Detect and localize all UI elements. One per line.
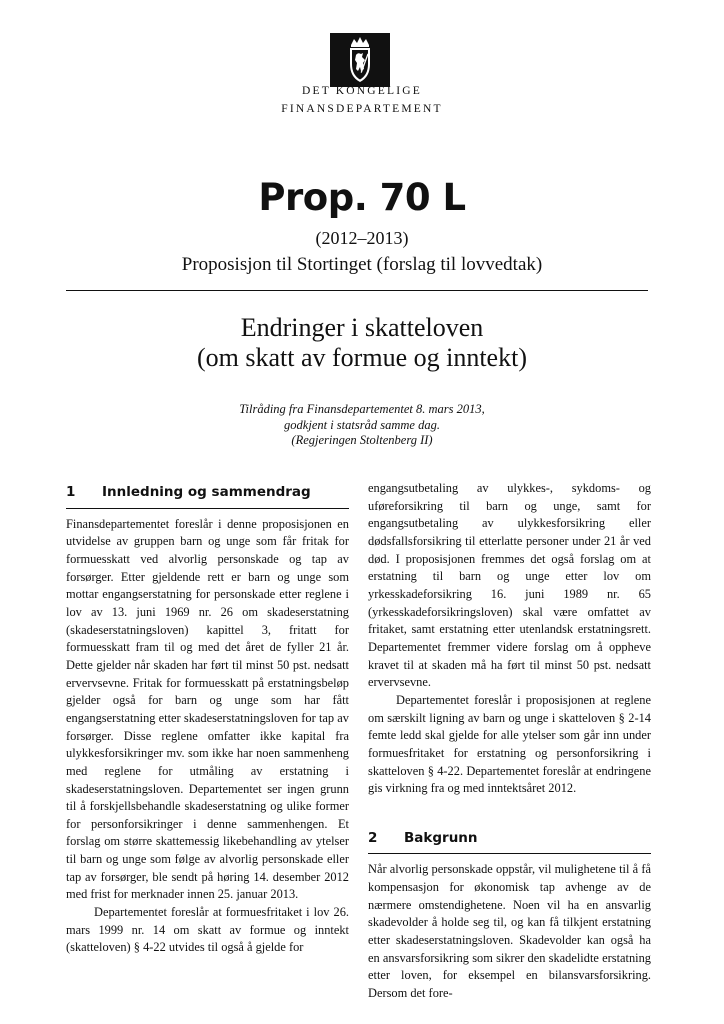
section-2-heading [368, 830, 651, 855]
title-divider [66, 290, 648, 291]
section-1-title: Innledning og sammendrag [102, 484, 311, 500]
document-title [0, 313, 724, 373]
proposition-number: Prop. 70 L [258, 176, 466, 219]
section-2-number: 2 [368, 829, 378, 846]
left-column [66, 480, 349, 957]
approval-note [0, 402, 724, 449]
section-1-paragraph-1: Finansdepartementet foreslår i denne proposisjonen en utvidelse av gruppen barn og unge som får fritak for formuesskatt ved alvorlig personskade og tap av forsørger. Etter gjeldende rett er barn og unge som mottar engangserstatning for personskade etter reglene i lov av 13. juni 1969 nr. 26 om skadeserstatning (skadeserstatningsloven) kapittel 3, fritatt for formuesskatt fram til og med det året de fyller 21 år. Dette gjelder når skaden har ført til minst 50 pst. nedsatt ervervsevne. Fritak for formuesskatt på erstatningsbeløp gjelder også for barn og unge som har fått engangserstatning etter skadeserstatningsloven for tap av forsørger. Disse reglene omfatter ikke kapital fra ulykkesforsikringer mv. som ikke har noen sammenheng med reglene for utmåling av erstatning i skadeserstatningsloven. Departementet ser ingen grunn til å forskjellsbehandle skadeserstatning og ulike former for personforsikringer i denne sammenhengen. Et forslag om større skattemessig likebehandling av ytelser til barn og unge som følge av alvorlig personskade eller tap av forsørger, ble sendt på høring 14. desember 2012 med frist for merknader innen 25. januar 2013. [66, 516, 349, 902]
section-1-paragraph-2-continued: engangsutbetaling av ulykkes-, sykdoms- og uføreforsikring til barn og unge, samt for engangsutbetaling av ulykkesforsikring eller dødsfallsforsikring til etterlatte personer under 21 år ved død. I proposisjonen fremmes det også forslag om at erstatning til barn og unge etter lov om yrkesskadeforsikring 16. juni 1989 nr. 65 (yrkesskadeforsikringsloven) skal være omfattet av fritaket, samt erstatning etter utenlandsk erstatningsrett. Departementet fremmer videre forslag om å oppheve kravet til at skaden må ha ført til minst 50 pst. nedsatt ervervsevne. [368, 481, 651, 690]
approval-line2: godkjent i statsråd samme dag. [284, 417, 440, 432]
ministry-name-line2: FINANSDEPARTEMENT [281, 103, 443, 115]
document-title-line1: Endringer i skatteloven [240, 313, 484, 342]
session-years: (2012–2013) [315, 228, 409, 248]
section-2-paragraph-1: Når alvorlig personskade oppstår, vil mulighetene til å få kompensasjon for økonomisk tap avhenge av de nærmere omstendighetene. Noen vil ha en ansvarlig skadevolder å holde seg til, og kan få tilkjent erstatning etter skadeserstatningsloven. Skadevolder kan også ha en ansvarsforsikring som sikrer den skadelidte erstatning etter loven, for eksempel en bilansvarsforsikring. Dersom det fore- [368, 862, 651, 1001]
proposition-type: Proposisjon til Stortinget (forslag til lovvedtak) [181, 254, 543, 275]
approval-line3: (Regjeringen Stoltenberg II) [291, 433, 433, 447]
right-column [368, 480, 651, 1003]
section-1-heading [66, 484, 349, 509]
approval-line1: Tilråding fra Finansdepartementet 8. mars 2013, [239, 402, 485, 416]
section-2-title: Bakgrunn [404, 829, 478, 846]
ministry-name-line1: DET KONGELIGE [301, 85, 423, 97]
section-1-paragraph-3: Departementet foreslår i proposisjonen at reglene om særskilt ligning av barn og unge i skatteloven § 2-14 femte ledd skal gjelde for alle ytelser som går inn under formuesfritaket for erstatning og personforsikring i skatteloven § 4-22. Departementet foreslår at endringene gis virkning fra og med inntektsåret 2012. [368, 692, 651, 796]
section-1-number: 1 [66, 484, 76, 500]
section-1-paragraph-2: Departementet foreslår at formuesfritaket i lov 26. mars 1999 nr. 14 om skatt av formue og inntekt (skatteloven) § 4-22 utvides til også å gjelde for [66, 905, 349, 955]
document-title-line2: (om skatt av formue og inntekt) [197, 343, 527, 372]
norwegian-coat-of-arms-icon [330, 33, 390, 87]
